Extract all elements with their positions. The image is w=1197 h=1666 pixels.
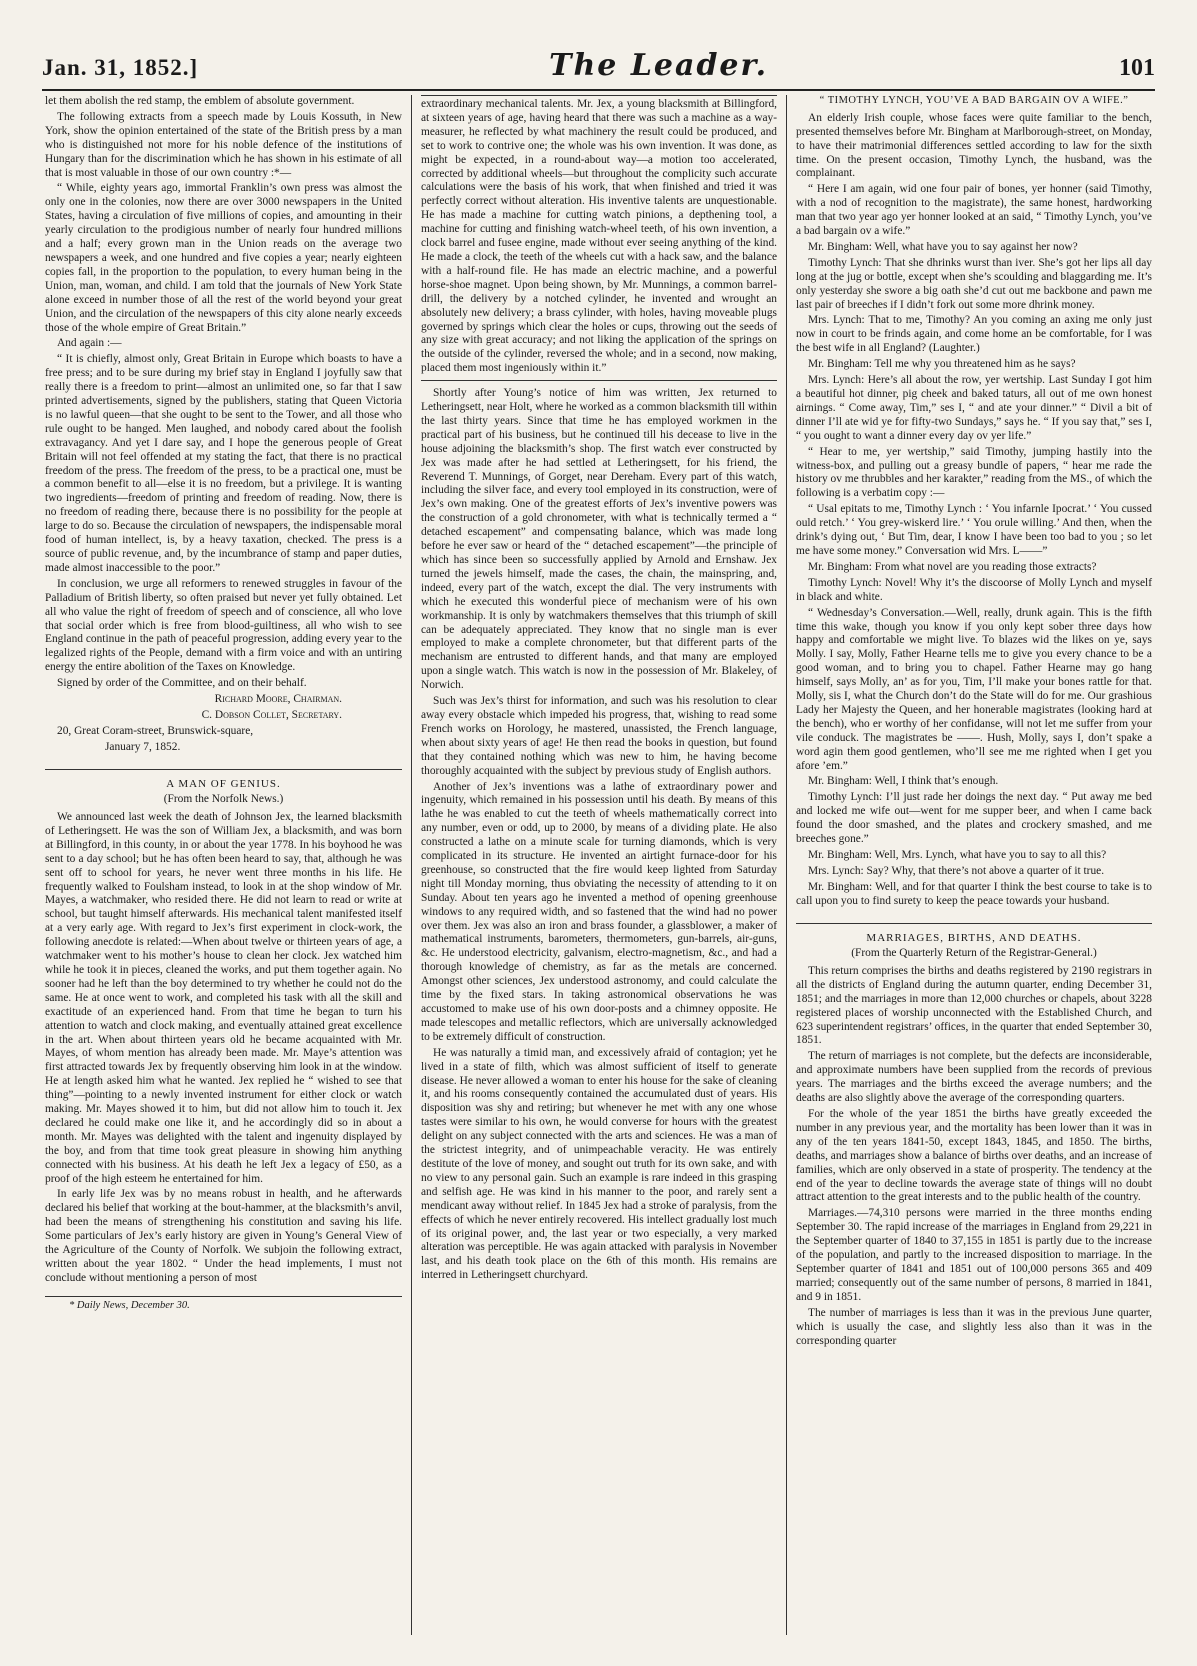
column-1: [36, 95, 411, 1635]
quotation: “ It is chiefly, almost only, Great Britain in Europe which boasts to have a free press; and to be sure during my brief stay in England I joyfully saw that really there is a freedom to print—almost an unlimited one, so far that I saw printed advertisements, signed by the publishers, stating that Queen Victoria is no lawful queen—that she ought to be sent to the Tower, and all those who rule ought to be hanged. Men laughed, and nobody cared about the foolish extravagancy. And yet I dare say, and I hope the generous people of Great Britain will not feel offended at my stating the fact, that there is no practical freedom of the press. The freedom of the press, to be a practical one, must be a common benefit to all—else it is no freedom, but a privilege. It is wanting two ingredients—freedom of printing and freedom of reading. Now, there is no freedom of reading there, because there is no possibility for the people at large to do so. Because the circulation of newspapers, the indispensable moral food of human intellect, is, by a heavy taxation, checked. The press is a source of public revenue, and, by the incumbrance of stamp and paper duties, made almost inaccessible to the poor.”: [45, 353, 402, 574]
paragraph: Shortly after Young’s notice of him was written, Jex returned to Letheringsett, near Holt, where he worked as a common blacksmith till within the last thirty years. Since that time he has employed workmen in the practical part of his business, but he continued till his decease to live in the house adjoining the blacksmith’s shop. The first watch ever constructed by Jex was made after he had settled at Letheringsett, for his friend, the Reverend T. Munnings, of Gorget, near Dereham. Every part of this watch, including the silver face, and every tool employed in its construction, were of Jex’s own making. One of the greatest efforts of Jex’s inventive powers was the construction of a gold chronometer, with what is technically termed a “ detached escapement” and compensating balance, which was made long before he ever saw or heard of the “ detached escapement”—the principle of which has since been so successfully applied by Arnold and Ernshaw. Jex turned the jewels himself, made the cases, the chain, the mainspring, and, indeed, every part of the watch, except the dial. The very instruments with which he executed this wonderful piece of mechanism were of his own workmanship. It is only by watchmakers themselves that this triumph of skill can be adequately appreciated. They know that no single man is ever employed to make a complete chronometer, but that different parts of the mechanism are entrusted to different hands, and that many are employed upon a single watch. This watch is now in the possession of Mr. Blakeley, of Norwich.: [421, 387, 777, 692]
paragraph: Mr. Bingham: Well, what have you to say against her now?: [808, 240, 1078, 253]
quotation: “ While, eighty years ago, immortal Franklin’s own press was almost the only one in the colonies, now there are over 3000 newspapers in the United States, having a circulation of five millions of copies, and amounting in their yearly circulation to the prodigious number of nearly four hundred millions and a half; every grown man in the Union reads on the average two newspapers a week, and one hundred and five copies a year; nearly eighteen copies fall, in the proportion to the population, to every human being in the Union, man, woman, and child. I am told that the journals of New York State alone exceed in number those of all the rest of the world beyond your great Union, and the circulation of the newspapers of this city alone nearly exceeds those of the whole empire of Great Britain.”: [45, 182, 402, 334]
paragraph: Timothy Lynch: Novel! Why it’s the discoorse of Molly Lynch and myself in black and white.: [796, 576, 1152, 603]
quotation: extraordinary mechanical talents. Mr. Jex, a young blacksmith at Billingford, at sixteen years of age, having heard that there was such a machine as a way-measurer, he reflected by what machinery the result could be produced, and set to work to contrive one; the whole was his own invention. It was done, as might be expected, in a round-about way—a motion too accelerated, corrected by additional wheels—but throughout the complicity such accurate calculations were the basis of his work, that when finished and tried it was perfectly correct without alteration. His inventive talents are unquestionable. He has made a machine for cutting watch pinions, a depthening tool, a machine for cutting and finishing watch-wheel teeth, of his own invention, a clock barrel and fusee engine, made without ever seeing anything of the kind. He made a clock, the teeth of the wheels cut with a hack saw, and the balance with a half-round file. He has made an electric machine, and a powerful horse-shoe magnet. Upon being shown, by Mr. Munnings, a common barrel-drill, the delivery by a notched cylinder, he invented and wrought an absolutely new delivery; a brass cylinder, with holes, having moveable plugs governed by springs which clear the holes or cups, throwing out the seeds of any size with great accuracy; and not liking the application of the springs on the outside of the cylinder, reversed the whole; and in a second, now making, placed them most ingeniously within it.”: [421, 98, 777, 375]
issue-date: Jan. 31, 1852.]: [42, 55, 199, 80]
paragraph: “ Here I am again, wid one four pair of bones, yer honner (said Timothy, with a nod of recognition to the magistrate), the same honest, hardworking man that two year ago yer honner looked at an said, “ Timothy Lynch, you’ve a bad bargain ov a wife.”: [796, 183, 1152, 238]
paragraph: Mr. Bingham: From what novel are you reading those extracts?: [808, 560, 1097, 573]
paragraph: Mrs. Lynch: Here’s all about the row, yer wertship. Last Sunday I got him a beautiful hot dinner, pig cheek and baked taturs, all out of me own honest airnings. “ Come away, Tim,” ses I, “ and ate your dinner.” “ Divil a bit of dinner I’ll ate wid ye for fifty-two Sundays,” says he. “ If you say that,” ses I, “ you ought to want a dinner every day ov yer life.”: [796, 374, 1152, 442]
paragraph: let them abolish the red stamp, the emblem of absolute government.: [45, 95, 355, 107]
footnote: * Daily News, December 30.: [45, 1296, 402, 1313]
paragraph: This return comprises the births and deaths registered by 2190 registrars in all the districts of England during the autumn quarter, ending December 31, 1851; and the marriages in more than 12,000 churches or chapels, about 3228 registered places of worship unconnected with the Established Church, and 623 superintendent registrars’ offices, in the quarter that ended September 30, 1851.: [796, 964, 1152, 1047]
columns: [36, 95, 1161, 1635]
paragraph: Mr. Bingham: Well, Mrs. Lynch, what have you to say to all this?: [808, 849, 1107, 862]
address: 20, Great Coram-street, Brunswick-square,: [57, 724, 254, 737]
paragraph: And again :—: [57, 337, 122, 350]
paragraph: Mrs. Lynch: That to me, Timothy? An you coming an axing me only just now in court to be frinds again, and come home an be comfortable, for I was the best wife in all England? (Laughter.): [796, 314, 1152, 355]
paragraph: “ Usal epitats to me, Timothy Lynch : ‘ You infarnle Ipocrat.’ ‘ You cussed ould retch.’ ‘ You grey-wiskerd lire.’ ‘ You orule willing.’ And then, when the drink’s dying out, ‘ But Tim, dear, I know I have been too bad to you ; so let me have some money.” Conversation wid Mrs. L——”: [796, 503, 1152, 557]
paragraph: For the whole of the year 1851 the births have greatly exceeded the number in any previous year, and the mortality has been lower than it was in any of the ten years 1841-50, except 1843, 1845, and 1850. The births, deaths, and marriages show a balance of births over deaths, and an increase of families, which are only observed in a state of prosperity. The tendency at the end of the year to decline towards the average state of things will no doubt attract attention to the great interests and to the public health of the country.: [796, 1108, 1152, 1204]
paragraph: “ Wednesday’s Conversation.—Well, really, drunk again. This is the fifth time this wake, though you know if you only kept sober three days how happy and comfortable we might live. To blazes wid the likes on ye, says Molly. I say, Molly, Father Hearne tells me to give you every chance to be a good woman, and to bring you to chapel. Father Hearne may go hang himself, says Molly, an’ as for you, Tim, I’ll make your bones rattle for that. Molly, sis I, what the Church don’t do the State will do for me. Our grashious Lady her Majesty the Queen, and her honerable magistrates (looking hard at the bench), who er worthy of her confidanse, will not let me suffer from your vile conduck. The magistrates be ——. Hush, Molly, says I, don’t spake a word agin them good gentlemen, who’ll see me me righted when I get you afore ’em.”: [796, 606, 1152, 772]
paragraph: Mr. Bingham: Tell me why you threatened him as he says?: [808, 358, 1076, 371]
address-date: January 7, 1852.: [105, 740, 181, 753]
column-3: [786, 95, 1161, 1635]
page-number: 101: [1119, 55, 1155, 81]
column-2: [411, 95, 786, 1635]
paragraph: In conclusion, we urge all reformers to renewed struggles in favour of the Palladium of British liberty, so often praised but never yet fully obtained. Let all who value the right of freedom of speech and of conscience, all who love that social order which is free from blood-guiltiness, all who wish to see England continue in the path of peaceful progression, adding every year to the legalized rights of the People, demand with a firm voice and with an untiring energy the entire abolition of the Taxes on Knowledge.: [45, 577, 402, 674]
paragraph: “ Hear to me, yer wertship,” said Timothy, jumping hastily into the witness-box, and pulling out a greasy bundle of papers, “ hear me rade the history ov me thrubbles and her karakter,” reading from the MS., of which the following is a verbatim copy :—: [796, 445, 1152, 500]
paragraph: An elderly Irish couple, whose faces were quite familiar to the bench, presented themselves before Mr. Bingham at Marlborough-street, on Monday, to have their matrimonial differences settled according to law for the sixth time. On the present occasion, Timothy Lynch, the husband, was the complainant.: [796, 111, 1152, 180]
paragraph: Mrs. Lynch: Say? Why, that there’s not above a quarter of it true.: [808, 864, 1105, 877]
signature-secretary: C. Dobson Collet, Secretary.: [201, 708, 342, 721]
paragraph: Signed by order of the Committee, and on their behalf.: [57, 677, 307, 690]
paragraph: The number of marriages is less than it was in the previous June quarter, which is usually the case, and slightly less also than it was in the corresponding quarter: [796, 1306, 1152, 1347]
paragraph: The following extracts from a speech made by Louis Kossuth, in New York, show the opinion entertained of the state of the British press by a man who is distinguished not more for his noble defence of the institutions of Hungary than for the discrimination which he has shown in his estimate of all that is most valuable in those of our own country :*—: [45, 110, 402, 179]
article-source: (From the Norfolk News.): [163, 793, 284, 806]
paragraph: Such was Jex’s thirst for information, and such was his resolution to clear away every obstacle which impeded his progress, that, wishing to read some French works on Horology, he mastered, unassisted, the French language, when about sixty years of age! He then read the books in question, but found that they contained nothing which was new to him, he having become thoroughly acquainted with the subject by previous study of English authors.: [421, 695, 777, 777]
paragraph: Marriages.—74,310 persons were married in the three months ending September 30. The rapid increase of the marriages in England from 29,221 in the September quarter of 1840 to 37,155 in 1851 is partly due to the increase of the population, and partly to the increased disposition to marriage. In the September quarter of 1841 and 1851 out of 100,000 persons 365 and 409 married; consequently out of the same number of persons, 8 married in 1841, and 9 in 1851.: [796, 1207, 1152, 1303]
paragraph: Mr. Bingham: Well, I think that’s enough.: [808, 775, 999, 788]
article-source: (From the Quarterly Return of the Registrar-General.): [851, 947, 1097, 960]
paragraph: We announced last week the death of Johnson Jex, the learned blacksmith of Letheringsett. He was the son of William Jex, a blacksmith, and was born at Billingford, in this county, in or about the year 1778. In his boyhood he was sent to a day school; but he has often been heard to say, that, although he was sent off to school for years, he never went three months in his life. He frequently walked to Foulsham instead, to look in at the shop window of Mr. Mayes, a watchmaker, who resided there. He did not learn to read or write at school, but taught himself afterwards. His mechanical talent manifested itself at a very early age. With regard to Jex’s first experiment in clock-work, the following anecdote is related:—When about twelve or thirteen years of age, a watchmaker went to his mother’s house to clean her clock. Jex watched him while he took it in pieces, cleaned the works, and put them together again. No sooner had he left than the boy determined to try whether he could not do the same. He at once went to work, and completed his task with all the skill and exactitude of an experienced hand. From that time he began to turn his attention to watch and clock making, and eventually attained great excellence in the art. When about thirteen years old he became acquainted with Mr. Mayes, of whom mention has already been made. Mr. Maye’s attention was first attracted towards Jex by frequently observing him look in at the window. He at length asked him what he wanted. Jex replied he “ wished to see that thing”—pointing to a newly invented instrument for either clock or watch making. Mr. Mayes showed it to him, but did not allow him to touch it. Jex declared he could make one like it, and he accordingly did so in about a month. Mr. Mayes was delighted with the talent and ingenuity displayed by the boy, and from that time took great pleasure in showing him anything connected with his business. At his death he left Jex a legacy of £50, as a proof of the high esteem he entertained for him.: [45, 811, 402, 1185]
paragraph: He was naturally a timid man, and excessively afraid of contagion; yet he lived in a state of filth, which was almost sufficient of itself to generate disease. He never allowed a woman to enter his house for the sake of cleaning it, and his rooms consequently contained the accumulated dust of years. His disposition was shy and retiring; but whenever he met with any one whose tastes were similar to his own, he would converse for hours with the greatest delight on any subject connected with the arts and sciences. He was a man of the strictest integrity, and of unimpeachable veracity. He was entirely destitute of the love of money, and sought out truth for its own sake, and with no view to any personal gain. Such an example is rare indeed in this grasping and selfish age. He was kind in his manner to the poor, and rarely sent a mendicant away without relief. In 1845 Jex had a stroke of paralysis, from the effects of which he never entirely recovered. His intellect gradually lost much of its original power, and, the last year or two especially, a very marked alteration was perceptible. He was again attacked with paralysis in November last, and his death took place on the 6th of this month. His remains are interred in Letheringsett churchyard.: [421, 1046, 777, 1282]
article-heading: “ TIMOTHY LYNCH, YOU’VE A BAD BARGAIN OV A WIFE.”: [819, 95, 1129, 106]
signature-chairman: Richard Moore, Chairman.: [214, 693, 342, 706]
newspaper-title: The Leader.: [549, 48, 769, 83]
paragraph: Mr. Bingham: Well, and for that quarter I think the best course to take is to call upon you to find surety to keep the peace towards your husband.: [796, 880, 1152, 907]
paragraph: Timothy Lynch: That she dhrinks wurst than iver. She’s got her lips all day long at the jug or bottle, except when she’s scoulding and blaggarding me. It’s only yesterday she swore a big oath she’d cut out me backbone and pawn me last pair of breeches if I didn’t fork out some more dhrink money.: [796, 256, 1152, 311]
paragraph: The return of marriages is not complete, but the defects are inconsiderable, and approximate numbers have been supplied from the records of previous years. The marriages and the births exceed the average numbers; and the deaths are also slightly above the average of the corresponding quarters.: [796, 1050, 1152, 1105]
quotation-block: [421, 95, 777, 381]
paragraph: Timothy Lynch: I’ll just rade her doings the next day. “ Put away me bed and locked me wife out—went for me supper beer, and when I came back found the door smashed, and the plates and crockery smashed, and me breeches gone.”: [796, 791, 1152, 846]
article-heading: MARRIAGES, BIRTHS, AND DEATHS.: [796, 923, 1152, 945]
paragraph: Another of Jex’s inventions was a lathe of extraordinary power and ingenuity, which remained in his possession until his death. By means of this lathe he was enabled to cut the teeth of wheels mathematically correct into any number, even or odd, up to 2000, by means of a dividing plate. He also constructed a lathe on a minute scale for turning diamonds, which is very complicated in its structure. He invented an airtight furnace-door for his greenhouse, so constructed that the fire would keep lighted from Saturday night till Monday morning, thus obviating the necessity of attending to it on Sunday. About ten years ago he invented a method of opening greenhouse windows to any required width, and so fastened that the wind had no power over them. Jex was also an iron and brass founder, a glassblower, a maker of mathematical instruments, barometers, thermometers, gun-barrels, air-guns, &c. He understood electricity, galvanism, electro-magnetism, &c., and had a thorough knowledge of chemistry, as far as the metals are concerned. Amongst other sciences, Jex understood astronomy, and could calculate the time by the fixed stars. In taking astronomical observations he was accustomed to make use of his own door-posts and a chimney opposite. He made telescopes and metallic reflectors, which are universally acknowledged to be extremely difficult of construction.: [421, 780, 777, 1043]
masthead: [42, 48, 1155, 91]
paragraph: In early life Jex was by no means robust in health, and he afterwards declared his belief that working at the bout-hammer, at the blacksmith’s anvil, had been the means of strengthening his constitution and saving his life. Some particulars of Jex’s early history are given in Young’s General View of the Agriculture of the County of Norfolk. We subjoin the following extract, written about the year 1802. “ Under the head implements, I must not conclude without mentioning a person of most: [45, 1188, 402, 1284]
article-heading: A MAN OF GENIUS.: [45, 769, 402, 791]
